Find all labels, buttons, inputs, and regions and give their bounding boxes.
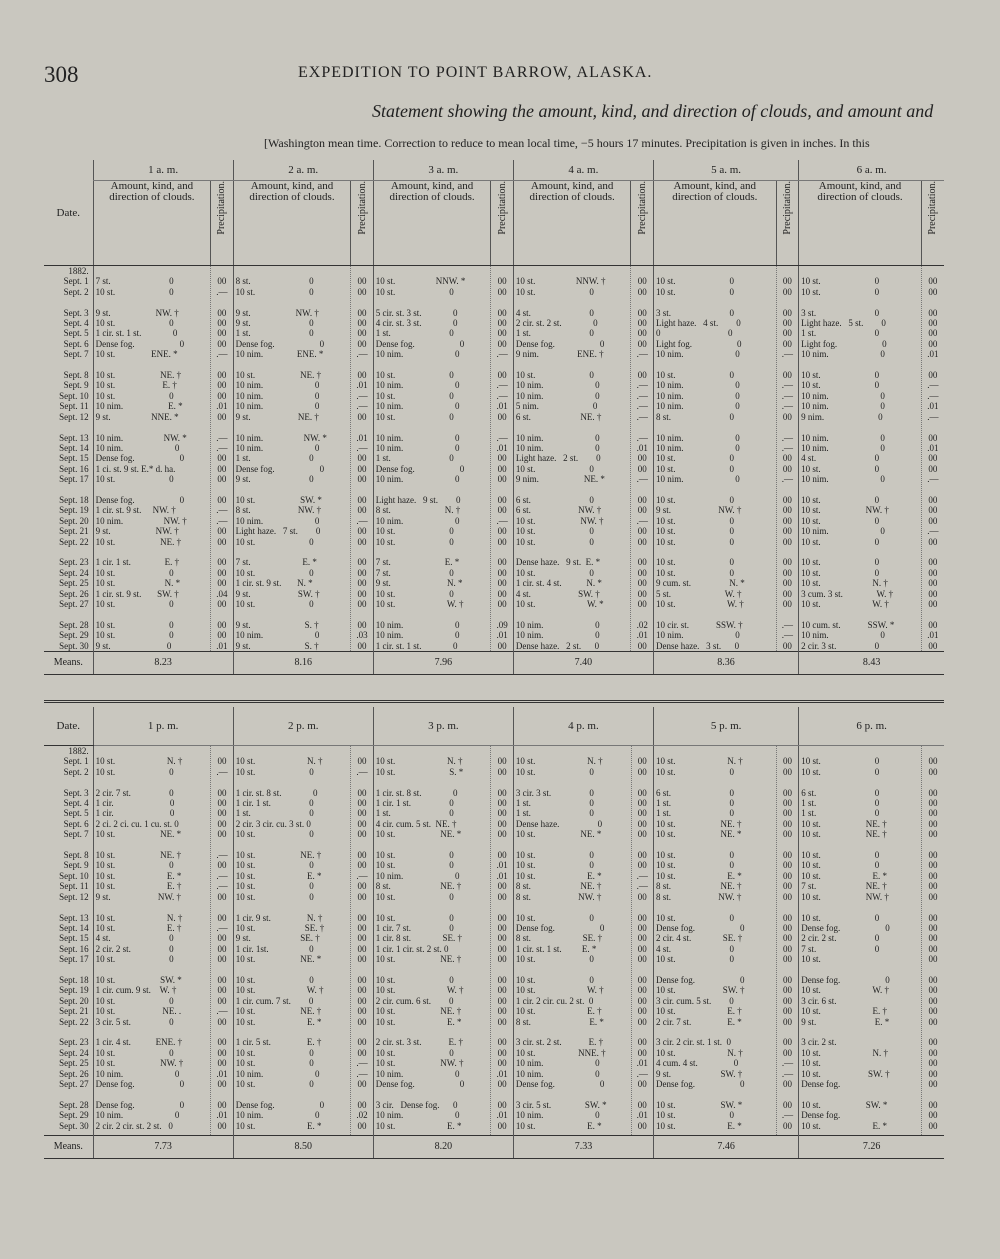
mean-5pm: 7.46	[654, 1136, 799, 1159]
hour-header-3am: 3 a. m.	[373, 160, 513, 181]
pm-observations-table	[44, 707, 944, 1159]
mean-2am: 8.16	[233, 652, 373, 675]
mean-6pm: 7.26	[799, 1136, 944, 1159]
precipitation-header: Precipitation.	[927, 181, 939, 235]
precipitation-header: Precipitation.	[496, 181, 508, 235]
mean-4am: 7.40	[513, 652, 653, 675]
amount-header: Amount, kind, and direction of clouds.	[799, 181, 922, 266]
hour-header-6am: 6 a. m.	[799, 160, 944, 181]
clouds-column-6pm: 10 st. 0 10 st. 0 6 st. 0 1 st. 0 1 st. 0 10 st. NE. † 10 st. NE. † 10 st. 0 10 st. 0 10 st. E. * 7 st. NE. † 10 st. NW. † 10 st. 0 Dense fog. 0 2 cir. 2 st. 0 7 st. 0 10 st. Dense fog. 0 10 st. W. † 3 cir. 6 st. 10 st. E. † 9 st. E. * 3 cir. 2 st. 10 st. N. † 10 st. 10 st. SW. † Dense fog. 10 st. SW. * Dense fog. 10 st. E. *	[799, 746, 922, 1136]
clouds-column-4pm: 10 st. N. † 10 st. 0 3 cir. 3 st. 0 1 st. 0 1 st. 0 Dense haze. 0 10 st. NE. * 10 st. 0 10 st. 0 10 st. E. * 8 st. NE. † 8 st. NW. † 10 st. 0 Dense fog. 0 8 st. SE. † 1 cir. st. 1 st. E. * 10 st. 0 10 st. 0 10 st. W. † 1 cir. 2 cir. cu. 2 st. 0 10 st. E. † 8 st. E. * 3 cir. st. 2 st. E. † 10 st. NNE. † 10 nim. 0 10 nim. 0 Dense fog. 0 3 cir. 5 st. SW. * 10 nim. 0 10 st. E. *	[513, 746, 631, 1136]
clouds-column-5am: 10 st. 0 10 st. 0 3 st. 0 Light haze. 4 st. 0 0 0 Light fog. 0 10 nim. 0 10 st. 0 10 nim. 0 10 nim. 0 10 nim. 0 8 st. 0 10 nim. 0 10 nim. 0 10 st. 0 10 st. 0 10 nim. 0 10 st. 0 9 st. NW. † 10 st. 0 10 st. 0 10 st. 0 10 st. 0 10 st. 0 9 cum. st. N. * 5 st. W. † 10 st. W. † 10 cir. st. SSW. † 10 nim. 0 Dense haze. 3 st. 0	[653, 266, 776, 652]
clouds-column-6am: 10 st. 0 10 st. 0 3 st. 0 Light haze. 5 st. 0 1 st. 0 Light fog. 0 10 nim. 0 10 st. 0 10 st. 0 10 nim. 0 10 nim. 0 9 nim. 0 10 nim. 0 10 nim. 0 4 st. 0 10 st. 0 10 nim. 0 10 st. 0 10 st. NW. † 10 st. 0 10 nim. 0 10 st. 0 10 st. 0 10 st. 0 10 st. N. † 3 cum. 3 st. W. † 10 st. W. † 10 cum. st. SSW. * 10 nim. 0 2 cir. 3 st. 0	[799, 266, 922, 652]
precip-column-6pm: 00 00 00 00 00 00 00 00 00 00 00 00 00 00 00 00 00 00 00 00 00 00 00 00 00 00 00 00 00 00	[921, 746, 944, 1136]
amount-header: Amount, kind, and direction of clouds.	[233, 181, 351, 266]
precip-column-1am: 00 .— 00 00 00 00 .— 00 00 00 .01 00 .— .— 00 00 00 00 .— .— 00 00 00 00 00 .04 00 00 00 .01	[211, 266, 234, 652]
clouds-column-2am: 8 st. 0 10 st. 0 9 st. NW. † 9 st. 0 1 st. 0 Dense fog. 0 10 nim. ENE. * 10 st. NE. † 10 nim. 0 10 nim. 0 10 nim. 0 9 st. NE. † 10 nim. NW. * 10 nim. 0 1 st. 0 Dense fog. 0 9 st. 0 10 st. SW. * 8 st. NW. † 10 nim. 0 Light haze. 7 st. 0 10 st. 0 7 st. E. * 10 st. 0 1 cir. st. 9 st. N. * 9 st. SW. † 10 st. 0 9 st. S. † 10 nim. 0 9 st. S. †	[233, 266, 351, 652]
amount-header: Amount, kind, and direction of clouds.	[93, 181, 211, 266]
clouds-column-5pm: 10 st. N. † 10 st. 0 6 st. 0 1 st. 0 1 st. 0 10 st. NE. † 10 st. NE. * 10 st. 0 10 st. 0 10 st. E. * 8 st. NE. † 8 st. NW. † 10 st. 0 Dense fog. 0 2 cir. 4 st. SE. † 4 st. 0 10 st. 0 Dense fog. 0 10 st. SW. † 3 cir. cum. 5 st. 0 10 st. E. † 2 cir. 7 st. E. * 3 cir. 2 cir. st. 1 st. 0 10 st. N. † 4 cum. 4 st. 0 9 st. SW. † Dense fog. 0 10 st. SW. * 10 st. 0 10 st. E. *	[654, 746, 777, 1136]
table-caption: Statement showing the amount, kind, and direction of clouds, and amount and	[372, 101, 934, 121]
amount-header: Amount, kind, and direction of clouds.	[653, 181, 776, 266]
hour-header-1pm: 1 p. m.	[93, 707, 233, 746]
precip-column-4pm: 00 00 00 00 00 00 00 00 00 .— .— 00 00 00 00 00 00 00 00 00 00 00 00 00 .01 .— 00 00 .01 00	[631, 746, 654, 1136]
precip-column-2pm: 00 .— 00 00 00 00 00 00 00 .— 00 00 00 00 00 00 00 00 00 00 00 00 00 00 .— .— 00 00 .02 00	[351, 746, 374, 1136]
date-column: 1882. Sept. 1 Sept. 2 Sept. 3 Sept. 4 Sept. 5 Sept. 6 Sept. 7 Sept. 8 Sept. 9 Sept. 10 Sept. 11 Sept. 12 Sept. 13 Sept. 14 Sept. 15 Sept. 16 Sept. 17 Sept. 18 Sept. 19 Sept. 20 Sept. 21 Sept. 22 Sept. 23 Sept. 24 Sept. 25 Sept. 26 Sept. 27 Sept. 28 Sept. 29 Sept. 30	[59, 266, 89, 651]
hour-header-2pm: 2 p. m.	[233, 707, 373, 746]
clouds-column-3am: 10 st. NNW. * 10 st. 0 5 cir. st. 3 st. 0 4 cir. st. 3 st. 0 1 st. 0 Dense fog. 0 10 nim. 0 10 st. 0 10 nim. 0 10 st. 0 10 nim. 0 10 st. 0 10 nim. 0 10 nim. 0 1 st. 0 Dense fog. 0 10 nim. 0 Light haze. 9 st. 0 8 st. N. † 10 nim. 0 10 st. 0 10 st. 0 7 st. E. * 7 st. 0 9 st. N. * 10 st. 0 10 st. W. † 10 nim. 0 10 nim. 0 1 cir. st. 1 st. 0	[373, 266, 491, 652]
mean-3pm: 8.20	[373, 1136, 513, 1159]
precip-column-3am: 00 00 00 00 00 00 .— 00 .— .— .01 00 .— .01 00 00 00 00 00 .— 00 00 00 00 00 00 00 .09 .01 00	[491, 266, 514, 652]
date-column: 1882. Sept. 1 Sept. 2 Sept. 3 Sept. 4 Sept. 5 Sept. 6 Sept. 7 Sept. 8 Sept. 9 Sept. 10 Sept. 11 Sept. 12 Sept. 13 Sept. 14 Sept. 15 Sept. 16 Sept. 17 Sept. 18 Sept. 19 Sept. 20 Sept. 21 Sept. 22 Sept. 23 Sept. 24 Sept. 25 Sept. 26 Sept. 27 Sept. 28 Sept. 29 Sept. 30	[59, 746, 89, 1131]
precipitation-header: Precipitation.	[356, 181, 368, 235]
amount-header: Amount, kind, and direction of clouds.	[373, 181, 491, 266]
means-label: Means.	[44, 652, 93, 675]
mean-5am: 8.36	[653, 652, 798, 675]
mean-4pm: 7.33	[513, 1136, 653, 1159]
means-label: Means.	[44, 1136, 93, 1159]
am-observations-table	[44, 160, 944, 675]
precipitation-header: Precipitation.	[636, 181, 648, 235]
date-header: Date.	[44, 707, 93, 746]
hour-header-5am: 5 a. m.	[653, 160, 798, 181]
precip-column-1pm: 00 .— 00 00 00 00 00 .— 00 .— .— 00 00 .— 00 00 00 00 00 00 .— 00 00 00 00 .01 00 00 .01 00	[211, 746, 234, 1136]
clouds-column-1am: 7 st. 0 10 st. 0 9 st. NW. † 10 st. 0 1 cir. st. 1 st. 0 Dense fog. 0 10 st. ENE. * 10 st. NE. † 10 st. E. † 10 st. 0 10 nim. E. * 9 st. NNE. * 10 nim. NW. * 10 nim. 0 Dense fog. 0 1 ci. st. 9 st. E.* d. ha. 10 st. 0 Dense fog. 0 1 cir. st. 9 st. NW. † 10 nim. NW. † 9 st. NW. † 10 st. NE. † 1 cir. 1 st. E. † 10 st. 0 10 st. N. * 1 cir. st. 9 st. SW. † 10 st. 0 10 st. 0 10 st. 0 9 st. 0	[93, 266, 211, 652]
clouds-column-1pm: 10 st. N. † 10 st. 0 2 cir. 7 st. 0 1 cir. 0 1 cir. 0 2 ci. 2 ci. cu. 1 cu. st. 0 10 st. NE. * 10 st. NE. † 10 st. 0 10 st. E. * 10 st. E. † 9 st. NW. † 10 st. N. † 10 st. E. † 4 st. 0 2 cir. 2 st. 0 10 st. 0 10 st. SW. * 1 cir. cum. 9 st. W. † 10 st. 0 10 st. NE. . 3 cir. 5 st. 0 1 cir. 4 st. ENE. † 10 st. 0 10 st. NW. † 10 nim. 0 Dense fog. 0 Dense fog. 0 10 nim. 0 2 cir. 2 cir. st. 2 st. 0	[93, 746, 211, 1136]
section-divider	[44, 700, 944, 703]
page-number: 308	[44, 62, 79, 87]
hour-header-3pm: 3 p. m.	[373, 707, 513, 746]
table-note: [Washington mean time. Correction to reduce to mean local time, −5 hours 17 minutes. Precipitation is given in inches. In this	[264, 136, 870, 150]
clouds-column-2pm: 10 st. N. † 10 st. 0 1 cir. st. 8 st. 0 1 cir. 1 st. 0 1 st. 0 2 cir. 3 cir. cu. 3 st. 0 10 st. 0 10 st. NE. † 10 st. 0 10 st. E. * 10 st. 0 10 st. 0 1 cir. 9 st. N. † 10 st. SE. † 9 st. SE. † 1 cir. 1st. 0 10 st. NE. * 10 st. 0 10 st. W. † 1 cir. cum. 7 st. 0 10 st. NE. † 10 st. E. * 1 cir. 5 st. E. † 10 st. 0 10 st. 0 10 nim. 0 10 st. 0 Dense fog. 0 10 nim. 0 10 st. E. *	[233, 746, 351, 1136]
precip-column-6am: 00 00 00 00 00 00 .01 00 .— .— .01 .— 00 .01 00 00 .— 00 00 00 .— 00 00 00 00 00 00 00 .01 00	[921, 266, 944, 652]
running-title: EXPEDITION TO POINT BARROW, ALASKA.	[298, 64, 653, 81]
hour-header-4pm: 4 p. m.	[513, 707, 653, 746]
precip-column-5pm: 00 00 00 00 00 00 00 00 00 00 00 00 00 00 00 00 00 00 00 00 00 00 00 00 .— .— 00 00 .— 00	[776, 746, 799, 1136]
clouds-column-3pm: 10 st. N. † 10 st. S. * 1 cir. st. 8 st. 0 1 cir. 1 st. 0 1 st. 0 4 cir. cum. 5 st. NE. † 10 st. NE. * 10 st. 0 10 st. 0 10 nim. 0 8 st. NE. † 10 st. 0 10 st. 0 1 cir. 7 st. 0 1 cir. 8 st. SE. † 1 cir. 1 cir. st. 2 st. 0 10 st. NE. † 10 st. 0 10 st. W. † 2 cir. cum. 6 st. 0 10 st. NE. † 10 st. E. * 2 cir. st. 3 st. E. † 10 st. 0 10 st. NW. † 10 nim. 0 Dense fog. 0 3 cir. Dense fog. 0 10 nim. 0 10 st. E. *	[373, 746, 491, 1136]
mean-3am: 7.96	[373, 652, 513, 675]
precip-column-5am: 00 00 00 00 00 00 .— 00 .— .— .— 00 .— .— 00 00 .— 00 00 00 00 00 00 00 00 00 00 .— .— 00	[776, 266, 799, 652]
mean-1pm: 7.73	[93, 1136, 233, 1159]
date-header: Date.	[44, 160, 93, 266]
precipitation-header: Precipitation.	[781, 181, 793, 235]
hour-header-1am: 1 a. m.	[93, 160, 233, 181]
hour-header-6pm: 6 p. m.	[799, 707, 944, 746]
mean-6am: 8.43	[799, 652, 944, 675]
hour-header-4am: 4 a. m.	[513, 160, 653, 181]
precip-column-4am: 00 00 00 00 00 00 .— 00 .— .— .— .— .— .01 00 00 .— 00 00 .— 00 00 00 00 00 00 00 .02 .01 00	[631, 266, 654, 652]
hour-header-2am: 2 a. m.	[233, 160, 373, 181]
amount-header: Amount, kind, and direction of clouds.	[513, 181, 631, 266]
precip-column-2am: 00 00 00 00 00 00 .— 00 .01 .— .— 00 .01 .— 00 00 00 00 00 .— 00 00 00 00 00 00 00 00 .03 00	[351, 266, 374, 652]
mean-1am: 8.23	[93, 652, 233, 675]
mean-2pm: 8.50	[233, 1136, 373, 1159]
clouds-column-4am: 10 st. NNW. † 10 st. 0 4 st. 0 2 cir. st. 2 st. 0 1 st. 0 Dense fog. 0 9 nim. ENE. † 10 st. 0 10 nim. 0 10 nim. 0 5 nim. 0 6 st. NE. † 10 nim. 0 10 nim. 0 Light haze. 2 st. 0 10 st. 0 9 nim. NE. * 6 st. 0 6 st. NW. † 10 st. NW. † 10 st. 0 10 st. 0 Dense haze. 9 st. E. * 10 st. 0 1 cir. st. 4 st. N. * 4 st. SW. † 10 st. W. * 10 nim. 0 10 nim. 0 Dense haze. 2 st. 0	[513, 266, 631, 652]
precip-column-3pm: 00 00 00 00 00 00 00 00 .01 .01 00 00 00 00 00 00 00 00 00 00 00 00 00 00 00 .01 00 00 .01 00	[491, 746, 514, 1136]
precipitation-header: Precipitation.	[216, 181, 228, 235]
hour-header-5pm: 5 p. m.	[654, 707, 799, 746]
